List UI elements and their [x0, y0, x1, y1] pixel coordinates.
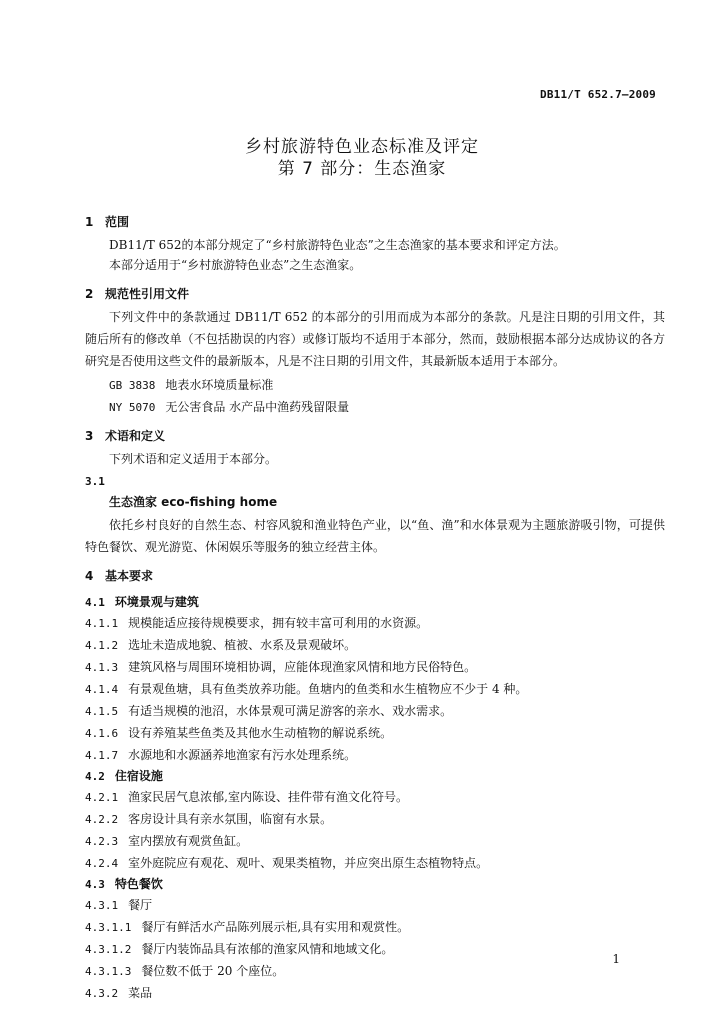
- clause: [85, 612, 665, 634]
- reference-code: GB 3838: [109, 379, 156, 392]
- section-number: 1: [85, 215, 94, 229]
- subsection-number: 4.1: [85, 596, 105, 609]
- clause-number: 4.1.3: [85, 661, 119, 674]
- clause-number: 4.1.4: [85, 683, 119, 696]
- clause-number: 4.3.1.3: [85, 965, 132, 978]
- page-number: 1: [612, 952, 620, 966]
- subsection-number: 4.2: [85, 770, 105, 783]
- clause: [85, 744, 665, 766]
- clause: [85, 678, 665, 700]
- clause-number: 4.1.7: [85, 749, 119, 762]
- clause: [85, 852, 665, 874]
- subsection-heading: [85, 874, 665, 894]
- section-heading-normative-references: [85, 284, 665, 304]
- clause-number: 4.1.2: [85, 639, 119, 652]
- section-number: 4: [85, 569, 94, 583]
- clause-number: 4.2.2: [85, 813, 119, 826]
- clause: [85, 982, 665, 1004]
- clause-text: 室内摆放有观赏鱼缸。: [128, 834, 249, 848]
- clause-text: 室外庭院应有观花、观叶、观果类植物，并应突出原生态植物特点。: [128, 856, 489, 870]
- clause-number: 4.3.1: [85, 899, 119, 912]
- section-heading-terms: [85, 426, 665, 446]
- reference-name: 无公害食品 水产品中渔药残留限量: [165, 400, 350, 414]
- reference-name: 地表水环境质量标准: [165, 378, 274, 392]
- clause: [85, 938, 665, 960]
- clause-number: 4.1.6: [85, 727, 119, 740]
- subsection-title: 环境景观与建筑: [114, 595, 199, 609]
- clause-text: 规模能适应接待规模要求，拥有较丰富可利用的水资源。: [128, 616, 429, 630]
- document-subtitle: 第 7 部分：生态渔家: [277, 159, 447, 179]
- clause: [85, 960, 665, 982]
- clause: [85, 700, 665, 722]
- clause-text: 有适当规模的池沼，水体景观可满足游客的亲水、戏水需求。: [128, 704, 453, 718]
- term-definition: 依托乡村良好的自然生态、村容风貌和渔业特色产业，以“鱼、渔”和水体景观为主题旅游吸引物，可提供特色餐饮、观光游览、休闲娱乐等服务的独立经营主体。: [85, 518, 665, 554]
- clause-text: 客房设计具有亲水氛围，临窗有水景。: [128, 812, 333, 826]
- document-body: [85, 204, 665, 1004]
- clause: [85, 786, 665, 808]
- clause-number: 4.2.3: [85, 835, 119, 848]
- clause: [85, 894, 665, 916]
- clause: [85, 656, 665, 678]
- clause: [85, 722, 665, 744]
- section-heading-scope: [85, 212, 665, 232]
- document-title: 乡村旅游特色业态标准及评定: [245, 137, 479, 157]
- clause-text: 设有养殖某些鱼类及其他水生动植物的解说系统。: [128, 726, 393, 740]
- section-title: 术语和定义: [105, 429, 166, 443]
- paragraph: 下列术语和定义适用于本部分。: [109, 452, 278, 466]
- clause-number: 4.3.1.2: [85, 943, 132, 956]
- paragraph: 下列文件中的条款通过 DB11/T 652 的本部分的引用而成为本部分的条款。凡是注日期的引用文件，其随后所有的修改单（不包括勘误的内容）或修订版均不适用于本部分，然而，鼓励根据本部分达成协议的各方研究是否使用这些文件的最新版本，凡是不注日期的引用文件，其最新版本适用于本部分。: [85, 310, 665, 368]
- clause-text: 菜品: [128, 986, 153, 1000]
- reference-code: NY 5070: [109, 401, 156, 414]
- clause: [85, 830, 665, 852]
- subsection-number: 4.3: [85, 878, 105, 891]
- clause: [85, 808, 665, 830]
- reference-item: [85, 374, 665, 396]
- paragraph: 本部分适用于“乡村旅游特色业态”之生态渔家。: [109, 258, 362, 272]
- clause-number: 4.2.1: [85, 791, 119, 804]
- clause-number: 4.1.5: [85, 705, 119, 718]
- reference-item: [85, 396, 665, 418]
- section-number: 2: [85, 287, 94, 301]
- section-heading-basic-requirements: [85, 566, 665, 586]
- paragraph: DB11/T 652的本部分规定了“乡村旅游特色业态”之生态渔家的基本要求和评定方法。: [109, 238, 566, 252]
- clause-text: 选址未造成地貌、植被、水系及景观破坏。: [128, 638, 357, 652]
- subsection-heading: [85, 592, 665, 612]
- section-title: 范围: [105, 215, 130, 229]
- clause-number: 4.3.2: [85, 987, 119, 1000]
- clause-text: 水源地和水源涵养地渔家有污水处理系统。: [128, 748, 357, 762]
- section-number: 3: [85, 429, 94, 443]
- subsection-title: 特色餐饮: [114, 877, 163, 891]
- clause-number: 4.1.1: [85, 617, 119, 630]
- standard-code: DB11/T 652.7—2009: [540, 88, 656, 101]
- section-title: 规范性引用文件: [105, 287, 190, 301]
- clause-text: 餐位数不低于 20 个座位。: [141, 964, 285, 978]
- clause-text: 渔家民居气息浓郁,室内陈设、挂件带有渔文化符号。: [128, 790, 408, 804]
- subsection-title: 住宿设施: [114, 769, 163, 783]
- clause-text: 建筑风格与周围环境相协调，应能体现渔家风情和地方民俗特色。: [128, 660, 477, 674]
- term-name: 生态渔家 eco-fishing home: [109, 495, 278, 509]
- clause-text: 餐厅: [128, 898, 153, 912]
- clause-number: 4.3.1.1: [85, 921, 132, 934]
- clause-number: 4.2.4: [85, 857, 119, 870]
- clause-text: 餐厅有鲜活水产品陈列展示柜,具有实用和观赏性。: [141, 920, 410, 934]
- term-number: 3.1: [85, 475, 105, 488]
- subsection-heading: [85, 766, 665, 786]
- clause-text: 餐厅内装饰品具有浓郁的渔家风情和地域文化。: [141, 942, 394, 956]
- clause: [85, 916, 665, 938]
- clause: [85, 634, 665, 656]
- clause-text: 有景观鱼塘，具有鱼类放养功能。鱼塘内的鱼类和水生植物应不少于 4 种。: [128, 682, 528, 696]
- section-title: 基本要求: [105, 569, 154, 583]
